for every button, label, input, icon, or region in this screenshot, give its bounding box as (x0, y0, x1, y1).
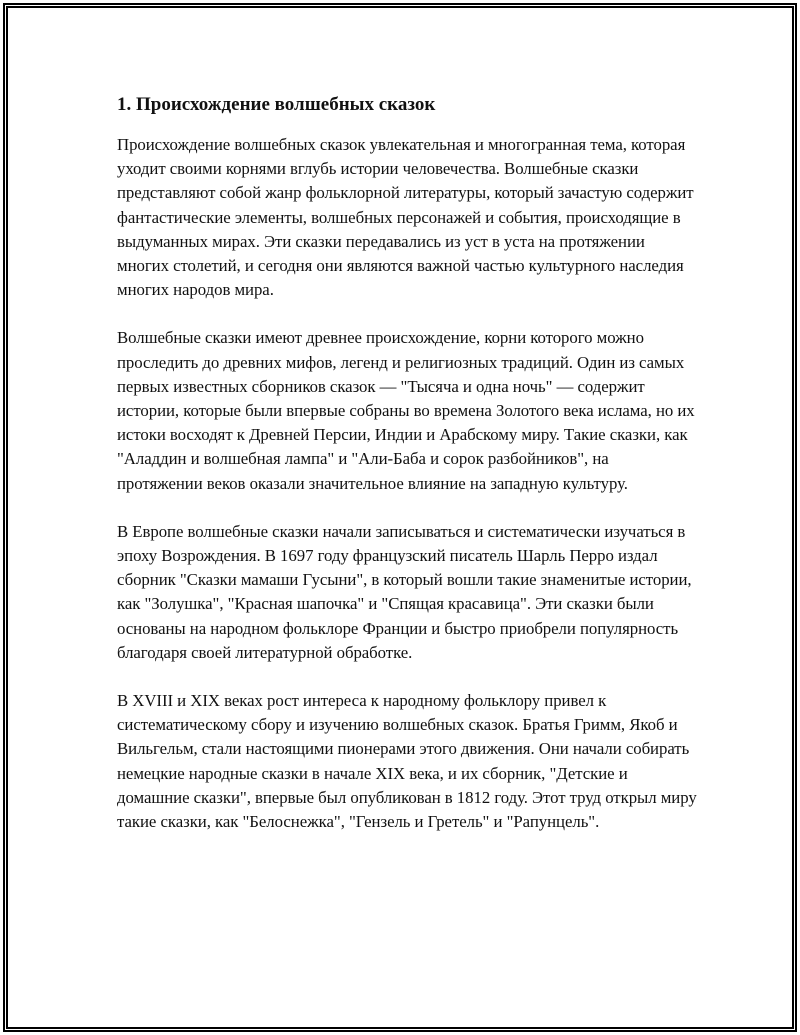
paragraph-3: В Европе волшебные сказки начали записываться и систематически изучаться в эпоху Возрождения. В 1697 году французский писатель Шарль Перро издал сборник "Сказки мамаши Гусыни", в который вошли такие знаменитые истории, как "Золушка", "Красная шапочка" и "Спящая красавица". Эти сказки были основаны на народном фольклоре Франции и быстро приобрели популярность благодаря своей литературной обработке. (117, 521, 692, 662)
document-body (117, 92, 697, 858)
paragraph-1: Происхождение волшебных сказок увлекательная и многогранная тема, которая уходит своими корнями вглубь истории человечества. Волшебные сказки представляют собой жанр фольклорной литературы, который зачастую содержит фантастические элементы, волшебных персонажей и события, происходящие в выдуманных мирах. Эти сказки передавались из уст в уста на протяжении многих столетий, и сегодня они являются важной частью культурного наследия многих народов мира. (117, 135, 694, 300)
section-heading: 1. Происхождение волшебных сказок (117, 94, 436, 115)
paragraph-2: Волшебные сказки имеют древнее происхождение, корни которого можно проследить до древних мифов, легенд и религиозных традиций. Один из самых первых известных сборников сказок — "Тысяча и одна ночь" — содержит истории, которые были впервые собраны во времена Золотого века ислама, но их истоки восходят к Древней Персии, Индии и Арабскому миру. Такие сказки, как "Аладдин и волшебная лампа" и "Али-Баба и сорок разбойников", на протяжении веков оказали значительное влияние на западную культуру. (117, 328, 695, 493)
paragraph-4: В XVIII и XIX веках рост интереса к народному фольклору привел к систематическому сбору и изучению волшебных сказок. Братья Гримм, Якоб и Вильгельм, стали настоящими пионерами этого движения. Они начали собирать немецкие народные сказки в начале XIX века, и их сборник, "Детские и домашние сказки", впервые был опубликован в 1812 году. Этот труд открыл миру такие сказки, как "Белоснежка", "Гензель и Гретель" и "Рапунцель". (117, 691, 697, 832)
